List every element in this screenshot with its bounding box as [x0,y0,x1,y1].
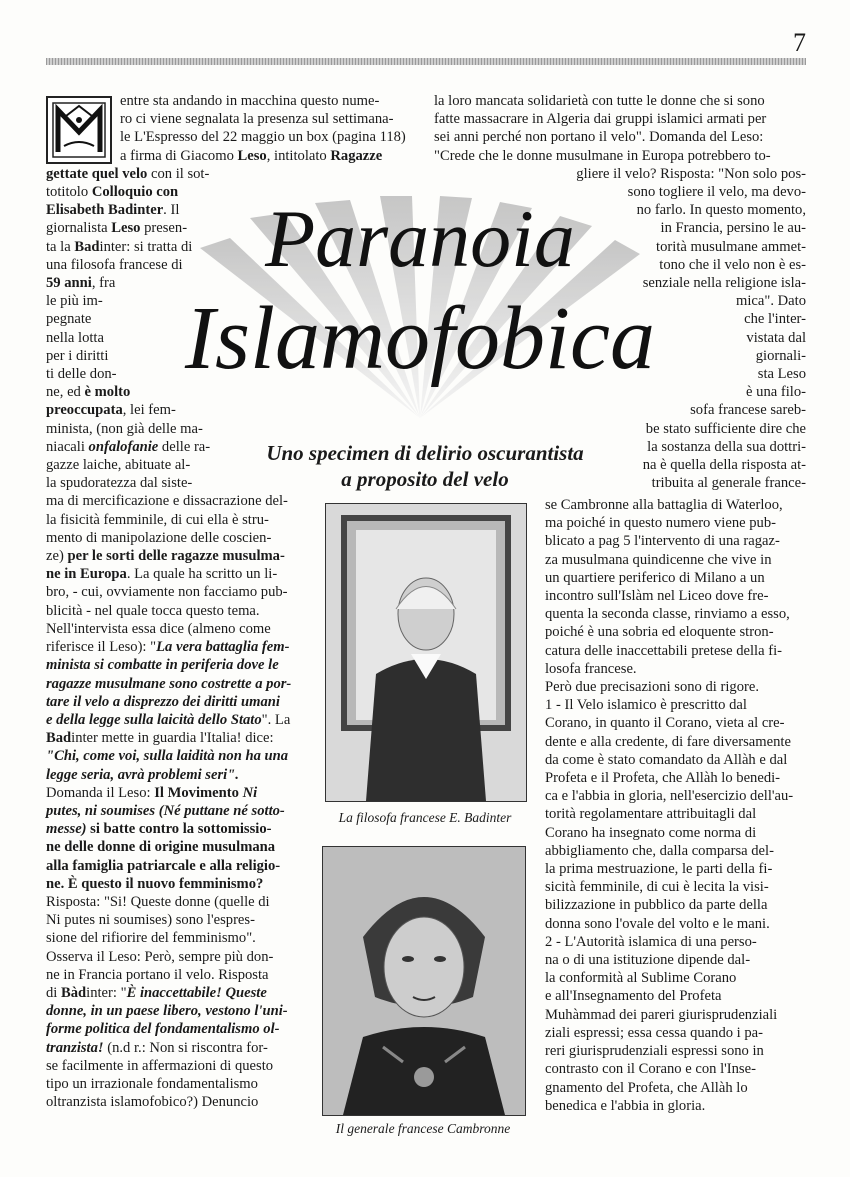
col1-line: Elisabeth Badinter. Il [46,202,180,219]
title-line2: Islamofobica [185,289,655,388]
col2-line: 1 - Il Velo islamico è prescritto dal [545,697,747,714]
col2-line: sei anni perché non portano il velo". Domanda del Leso: [434,129,764,146]
col2-line: sicità femminile, di cui è lecita la visi- [545,879,769,896]
header-rule [46,58,806,65]
article-subtitle [240,440,610,492]
col1-line: ze) per le sorti delle ragazze musulma- [46,548,285,565]
col1-line: blicità - nel quale tocca questo tema. [46,602,260,619]
subtitle-line2: a proposito del velo [341,467,509,491]
col2-line: gliere il velo? Risposta: "Non solo pos- [576,165,806,182]
col1-line: preoccupata, lei fem- [46,402,176,419]
col2-line: incontro sull'Islàm nel Liceo dove fre- [545,588,769,605]
col2-line: senziale nella religione isla- [642,275,806,292]
col2-line: è una filo- [746,384,806,401]
col2-line: na o di una istituzione dipende dal- [545,952,751,969]
col2-line: be stato sufficiente dire che [645,420,806,437]
col1-line: ne. È questo il nuovo femminismo? [46,875,264,892]
portrait-cambronne [323,847,525,1115]
col1-line: le più im- [46,293,103,310]
col1-line: legge seria, avrà problemi seri". [46,766,239,783]
col1-line: la fisicità femminile, di cui ella è stru- [46,511,269,528]
col2-line: sta Leso [757,366,806,383]
col1-line: donne, in un paese libero, vestono l'uni- [46,1003,288,1020]
col2-line: tono che il velo non è es- [659,256,806,273]
col1-line: ne in Europa. La quale ha scritto un li- [46,566,278,583]
caption-cambronne: Il generale francese Cambronne [335,1121,511,1136]
col1-line: di Bàdinter: "È inaccettabile! Queste [46,984,267,1001]
col1-line: nella lotta [46,329,104,346]
col1-line: minista si combatte in periferia dove le [46,657,279,674]
col1-line: ne, ed è molto [46,384,131,401]
title-line1: Paranoia [265,193,575,284]
col2-line: "Crede che le donne musulmane in Europa potrebbero to- [434,147,771,164]
col2-line: ziali espressi; essa cessa quando i pa- [545,1024,764,1041]
col1-line: giornalista Leso presen- [46,220,188,237]
col2-line: sofa francese sareb- [690,402,806,419]
col2-line: Però due precisazioni sono di rigore. [545,679,759,696]
col1-line: se facilmente in affermazioni di questo [46,1057,274,1074]
col2-line: losofa francese. [545,660,637,677]
col1-line: Risposta: "Si! Queste donne (quelle di [46,893,270,910]
col2-line: da come è stato comandato da Allàh e dal [545,751,788,768]
col2-line: Muhàmmad dei pareri giurisprudenziali [545,1006,778,1023]
col2-line: donna sono l'ovale del volto e le mani. [545,915,770,932]
col1-line: riferisce il Leso): "La vera battaglia fem- [46,639,290,656]
col1-line: tipo un irrazionale fondamentalismo [46,1075,258,1092]
col2-line: ma poiché in questo numero viene pub- [545,515,777,532]
col1-line: sione del rifiorire del femminismo". [46,930,256,947]
col2-line: blicato a pag 5 l'intervento di una ragaz- [545,533,780,550]
dropcap-glyph [52,102,106,158]
col1-line: Badinter mette in guardia l'Italia! dice: [46,730,274,747]
col1-line: ti delle don- [46,366,117,383]
col1-line: gazze laiche, abituate al- [46,457,191,474]
col2-line: la prima mestruazione, le parti della fi- [545,861,773,878]
col2-line: e all'Insegnamento del Profeta [545,988,722,1005]
caption-badinter: La filosofa francese E. Badinter [338,810,512,825]
col2-line: Corano ha insegnato come norma di [545,824,757,841]
col1-line: forme politica del fondamentalismo ol- [46,1021,280,1038]
col2-line: torità musulmane ammet- [656,238,806,255]
col1-line: alla famiglia patriarcale e alla religio- [46,857,281,874]
col1-line: le L'Espresso del 22 maggio un box (pagina 118) [120,129,406,146]
col2-line: poiché è una sobria ed eloquente stron- [545,624,774,641]
col2-line: sono togliere il velo, ma devo- [627,184,806,201]
col2-line: giornali- [755,347,806,364]
col2-line: bilizzazione in pubblico da parte della [545,897,768,914]
col1-line: ragazze musulmane sono costrette a por- [46,675,292,692]
photo-cambronne [322,846,526,1116]
col2-line: la sostanza della sua dottri- [647,438,806,455]
col1-line: gettate quel velo con il sot- [46,165,210,182]
col2-line: 2 - L'Autorità islamica di una perso- [545,933,757,950]
col1-line: Domanda il Leso: Il Movimento Ni [46,784,258,801]
col1-line: per i diritti [46,347,109,364]
col1-line: Ni putes ni soumises) sono l'espres- [46,912,255,929]
photo-badinter [325,503,527,802]
col1-line: bro, - cui, ovviamente non facciamo pub- [46,584,288,601]
col1-line: Nell'intervista essa dice (almeno come [46,620,271,637]
col1-line: minista, (non già delle ma- [46,420,203,437]
col2-line: torità regolamentare attribuitagli dal [545,806,757,823]
col2-line: un quartiere periferico di Milano a un [545,569,765,586]
col2-line: vistata dal [746,329,806,346]
col1-line: ne delle donne di origine musulmana [46,839,276,856]
col1-line: ma di mercificazione e dissacrazione del- [46,493,288,510]
col1-line: tranzista! (n.d r.: Non si riscontra for- [46,1039,268,1056]
col2-line: za musulmana quindicenne che vive in [545,551,772,568]
title-graphic [140,178,700,428]
col1-line: niacali onfalofanie delle ra- [46,438,211,455]
col2-line: ca e l'abbia in gloria, nell'esercizio dell'au- [545,788,794,805]
col2-line: che l'inter- [744,311,806,328]
col2-line: quenta la seconda classe, rinviamo a esso, [545,606,790,623]
col2-line: benedica e l'abbia in gloria. [545,1097,706,1114]
col1-line: totitolo Colloquio con [46,184,179,201]
col1-line: mento di manipolazione delle coscien- [46,529,272,546]
col2-line: se Cambronne alla battaglia di Waterloo, [545,497,783,513]
col1-line: "Chi, come voi, sulla laidità non ha una [46,748,289,765]
col2-line: Corano, in quanto il Corano, vieta al cre- [545,715,785,732]
col1-line: messe) si batte contro la sottomissio- [46,821,272,838]
col2-line: na è quella della risposta at- [642,457,806,474]
col1-line: ro ci viene segnalata la presenza sul settimana- [120,111,394,128]
col1-line: una filosofa francese di [46,256,183,273]
column-right-lower [545,496,806,1115]
col1-line: ta la Badinter: si tratta di [46,238,193,255]
col2-line: la loro mancata solidarietà con tutte le donne che si sono [434,93,765,109]
col2-line: dente e alla credente, di fare diversamente [545,733,791,750]
col2-line: in Francia, persino le au- [660,220,806,237]
col2-line: gnamento del Profeta, che Allàh lo [545,1079,748,1096]
portrait-badinter [326,504,526,801]
col2-line: mica". Dato [736,293,806,310]
col1-line: e della legge sulla laicità dello Stato". La [46,711,291,728]
col1-line: pegnate [46,311,92,328]
col2-line: abbigliamento che, dalla comparsa del- [545,842,774,859]
dropcap-m [46,96,112,164]
col1-line: putes, ni soumises (Né puttane né sotto- [46,802,285,819]
col2-line: catura delle inaccettabili pretese della fi- [545,642,783,659]
col2-line: fatte massacrare in Algeria dai gruppi islamici armati per [434,111,767,128]
col2-line: contrasto con il Corano e con l'Inse- [545,1061,756,1078]
col1-line: entre sta andando in macchina questo nume- [120,93,380,109]
col1-line: ne in Francia portano il velo. Risposta [46,966,269,983]
col2-line: la conformità al Sublime Corano [545,970,737,987]
col2-line: no farlo. In questo momento, [636,202,806,219]
col1-line: la spudoratezza dal siste- [46,475,193,492]
article-title [140,178,700,428]
col1-line: Osserva il Leso: Però, sempre più don- [46,948,274,965]
col2-line: reri giurisprudenziali espressi sono in [545,1043,764,1060]
col1-line: a firma di Giacomo Leso, intitolato Ragazze [120,147,383,164]
subtitle-line1: Uno specimen di delirio oscurantista [266,441,584,465]
col2-line: tribuita al generale france- [651,475,806,492]
col1-line: oltranzista islamofobico?) Denuncio [46,1094,259,1111]
page-number: 7 [793,28,806,57]
col1-line: tare il velo a disprezzo dei diritti umani [46,693,280,710]
col1-line: 59 anni, fra [46,275,116,292]
col2-line: Profeta e il Profeta, che Allàh lo benedi- [545,770,781,787]
